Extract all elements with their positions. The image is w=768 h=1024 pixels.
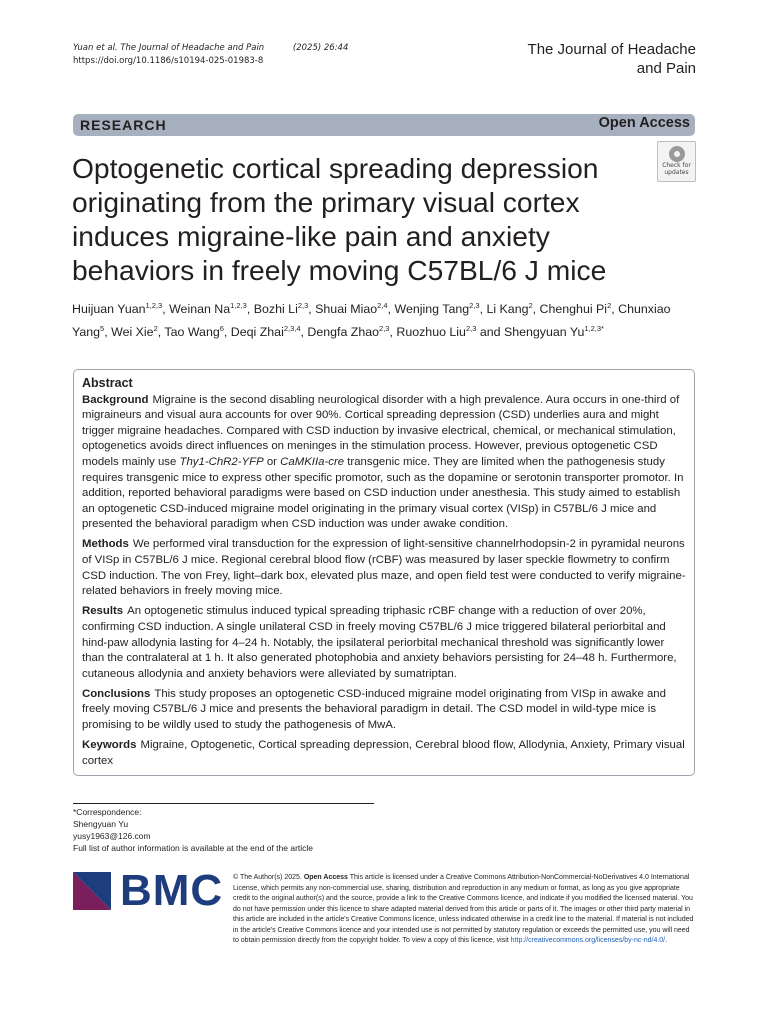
conclusions-label: Conclusions: [82, 687, 151, 700]
correspondence-label: *Correspondence:: [73, 807, 142, 817]
author-name[interactable]: Dengfa Zhao: [307, 325, 380, 340]
author-affiliation: 2,4: [377, 301, 388, 310]
author-separator: ,: [104, 325, 112, 340]
background-italic-2: CaMKIIa-cre: [280, 455, 345, 468]
author-affiliation: 1,2,3*: [584, 324, 604, 334]
author-name[interactable]: Bozhi Li: [253, 302, 298, 317]
author-separator: ,: [157, 325, 165, 340]
license-body: This article is licensed under a Creative Commons Attribution-NonCommercial-NoDerivatives 4.0 International License, which permits any non-commercial use, sharing, distribution and reproduction in any medium or format, as long as you give appropriate credit to the original author(s) and the source, provide a link to the Creative Commons licence, and indicate if you modified the licensed material. You do not have permission under this licence to share adapted material derived from this article or parts of it. The images or other third party material in this article are included in the article's Creative Commons licence, unless indicated otherwise in a credit line to the material. If material is not included in the article's Creative Commons licence and your intended use is not permitted by statutory regulation or exceeds the permitted use, you will need to obtain permission directly from the copyright holder. To view a copy of this licence, visit: [233, 874, 694, 944]
license-open-access: Open Access: [303, 874, 348, 881]
author-affiliation: 2,3: [469, 301, 480, 310]
author-name[interactable]: Ruozhuo Liu: [396, 325, 466, 340]
check-for-updates-line1: Check for: [662, 162, 691, 169]
correspondence: [73, 806, 313, 854]
keywords-label: Keywords: [82, 739, 137, 752]
author-affiliation: 5: [100, 324, 105, 334]
author-name[interactable]: Chunxiao Yang: [72, 302, 671, 340]
author-name[interactable]: Li Kang: [486, 302, 529, 317]
keywords-text: Migraine, Optogenetic, Cortical spreading depression, Cerebral blood flow, Allodynia, Anxiety, Primary visual cortex: [82, 739, 685, 767]
author-separator: ,: [611, 302, 619, 317]
license-prefix: © The Author(s) 2025.: [233, 874, 302, 881]
author-affiliation: 2,3: [297, 301, 309, 310]
author-separator: ,: [246, 302, 254, 317]
journal-name-line1: The Journal of Headache: [527, 41, 696, 58]
author-name[interactable]: Deqi Zhai: [230, 325, 284, 340]
author-affiliation: 6: [219, 324, 224, 334]
journal-name-line2: and Pain: [636, 60, 696, 77]
background-text-3: transgenic mice. They are limited when the pathogenesis study requires transgenic mice to express other specific promotor, such as the dopamine or serotonin transporter promotor. In addition, reported behavioral paradigms were based on CSD induction under anesthesia. This study aimed to establish an optogenetic CSD-induced migraine model originating in the primary visual cortex (VISp) in C57BL/6 J mice and presented the behavioral paradigm when CSD induction was under awake condition.: [82, 455, 684, 531]
abstract-keywords: [82, 738, 686, 769]
author-separator: ,: [300, 325, 308, 340]
publisher-logo-text: BMC: [120, 866, 224, 915]
article-type-label: RESEARCH: [80, 117, 167, 133]
header-doi-link[interactable]: https://doi.org/10.1186/s10194-025-01983-8: [73, 56, 264, 66]
author-name[interactable]: Shuai Miao: [315, 302, 378, 317]
bookmark-icon: [669, 146, 685, 162]
correspondence-name: Shengyuan Yu: [73, 819, 129, 829]
results-label: Results: [82, 605, 124, 618]
methods-text: We performed viral transduction for the expression of light-sensitive channelrhodopsin-2 in pyramidal neurons of VISp in C57BL/6 J mice. Regional cerebral blood flow (rCBF) was measured by laser speckle flowmetry to confirm CSD induction. The von Frey, light–dark box, elevated plus maze, and open field test were conducted to verify migraine-related behaviors in freely moving mice.: [82, 538, 686, 598]
running-header: [73, 42, 348, 68]
background-label: Background: [82, 393, 149, 406]
author-separator: ,: [389, 325, 397, 340]
footnote-divider: [73, 803, 374, 804]
license-suffix: .: [665, 937, 668, 944]
author-separator: ,: [532, 302, 540, 317]
header-year-volume: (2025) 26:44: [292, 43, 349, 53]
abstract-heading: Abstract: [82, 376, 133, 390]
author-affiliation: 2: [607, 301, 612, 310]
author-name[interactable]: Wei Xie: [111, 325, 154, 340]
author-name[interactable]: Shengyuan Yu: [503, 325, 585, 340]
author-list: [72, 296, 696, 342]
abstract-results: [82, 604, 686, 682]
author-info-note: Full list of author information is available at the end of the article: [73, 843, 314, 853]
author-name[interactable]: Wenjing Tang: [394, 302, 470, 317]
author-separator: ,: [308, 302, 316, 317]
author-separator: ,: [223, 325, 231, 340]
author-affiliation: 2: [153, 324, 158, 334]
license-text: [233, 873, 695, 947]
author-affiliation: 2,3: [379, 324, 390, 334]
author-name[interactable]: Weinan Na: [169, 302, 231, 317]
author-name[interactable]: Chenghui Pi: [539, 302, 608, 317]
correspondence-email[interactable]: yusy1963@126.com: [73, 831, 151, 841]
author-separator: ,: [162, 302, 170, 317]
author-separator: ,: [387, 302, 395, 317]
open-access-label: Open Access: [598, 115, 690, 131]
author-affiliation: 2: [528, 301, 533, 310]
author-affiliation: 2,3,4: [283, 324, 301, 334]
bmc-logo-icon: [73, 872, 111, 910]
conclusions-text: This study proposes an optogenetic CSD-induced migraine model originating from VISp in awake and freely moving C57BL/6 J mice and presents the behavioral paradigm in detail. The CSD model in wild-type mice is promising to be wildly used to study the pathogenesis of MwA.: [82, 687, 666, 731]
background-italic-1: Thy1-ChR2-YFP: [179, 455, 264, 468]
methods-label: Methods: [82, 538, 129, 551]
check-for-updates-line2: updates: [664, 168, 689, 176]
author-name[interactable]: Huijuan Yuan: [72, 302, 146, 317]
abstract-conclusions: [82, 687, 686, 734]
author-affiliation: 1,2,3: [145, 301, 163, 310]
license-link[interactable]: http://creativecommons.org/licenses/by-nc-nd/4.0/: [510, 937, 666, 944]
abstract: [82, 376, 686, 774]
author-name[interactable]: Tao Wang: [164, 325, 220, 340]
header-citation: Yuan et al. The Journal of Headache and Pain: [73, 43, 265, 53]
article-title: Optogenetic cortical spreading depression originating from the primary visual cortex induces migraine-like pain and anxiety behaviors in freely moving C57BL/6 J mice: [72, 152, 607, 286]
author-affiliation: 2,3: [465, 324, 477, 334]
background-text-2: or: [263, 455, 281, 468]
author-affiliation: 1,2,3: [230, 301, 247, 310]
abstract-methods: [82, 537, 686, 599]
check-for-updates-button[interactable]: [657, 141, 696, 182]
author-separator: ,: [479, 302, 487, 317]
background-text-1: Migraine is the second disabling neurological disorder with a high prevalence. Aura occurs in one-third of migraineurs and visual aura accounts for over 90%. Cortical spreading depression (CSD) underlies aura and might trigger migraine headaches. Compared with CSD induction by invasive electrical, chemical, or mechanical stimulation, optogenetics avoids direct influences on meninges in the stimulation process. However, previous optogenetic CSD models mainly use: [82, 393, 680, 468]
journal-name: [528, 40, 696, 78]
author-separator: and: [476, 325, 504, 340]
abstract-background: [82, 393, 686, 533]
results-text: An optogenetic stimulus induced typical spreading triphasic rCBF change with a reduction of over 20%, confirming CSD induction. A single unilateral CSD in freely moving C57BL/6 J mice triggered bilateral periorbital and hind-paw allodynia lasting for 4–24 h. Notably, the ipsilateral periorbital mechanical threshold was significantly lower than the contralateral at 1 h. It also generated photophobia and anxiety behaviors persisting for 24–48 h. Furthermore, cutaneous allodynia and anxiety behaviors were alleviated by sumatriptan.: [82, 605, 677, 680]
